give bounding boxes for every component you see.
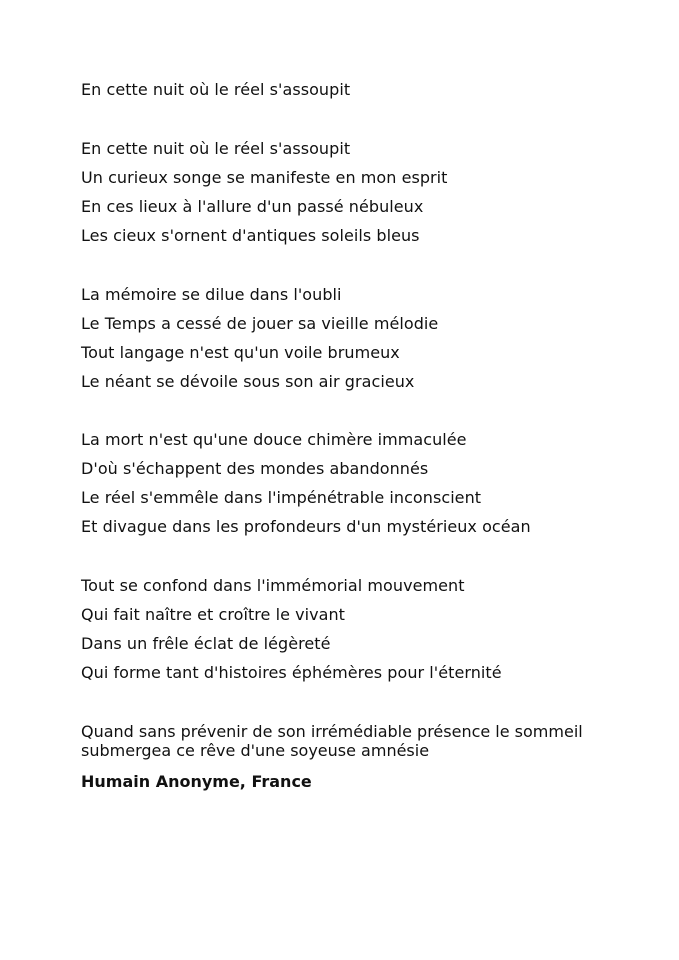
poem-line: Un curieux songe se manifeste en mon esprit <box>81 168 448 187</box>
poem-signature: Humain Anonyme, France <box>81 772 312 791</box>
poem-line: Qui forme tant d'histoires éphémères pour l'éternité <box>81 663 502 682</box>
poem-line: Tout se confond dans l'immémorial mouvement <box>81 576 465 595</box>
poem-line: En ces lieux à l'allure d'un passé nébuleux <box>81 197 424 216</box>
poem-line: Le néant se dévoile sous son air gracieux <box>81 372 415 391</box>
poem-line: Tout langage n'est qu'un voile brumeux <box>81 343 400 362</box>
poem-closing: Quand sans prévenir de son irrémédiable présence le sommeil submergea ce rêve d'une soyeuse amnésie <box>81 722 583 760</box>
poem-line: D'où s'échappent des mondes abandonnés <box>81 459 429 478</box>
poem-line: La mémoire se dilue dans l'oubli <box>81 285 342 304</box>
poem-line: Dans un frêle éclat de légèreté <box>81 634 331 653</box>
poem-line: Les cieux s'ornent d'antiques soleils bleus <box>81 226 420 245</box>
poem-line: Qui fait naître et croître le vivant <box>81 605 345 624</box>
poem-line: Et divague dans les profondeurs d'un mystérieux océan <box>81 517 531 536</box>
poem-title: En cette nuit où le réel s'assoupit <box>81 80 351 99</box>
poem-line: En cette nuit où le réel s'assoupit <box>81 139 351 158</box>
poem-line: Le réel s'emmêle dans l'impénétrable inconscient <box>81 488 482 507</box>
poem-line: Le Temps a cessé de jouer sa vieille mélodie <box>81 314 439 333</box>
poem-line: La mort n'est qu'une douce chimère immaculée <box>81 430 467 449</box>
